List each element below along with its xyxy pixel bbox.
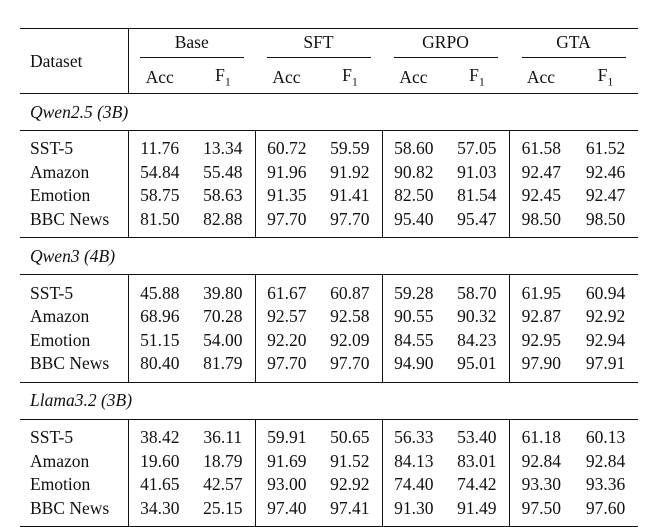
best-score-cell: 98.50 [585,209,626,230]
best-score-cell: 97.90 [521,353,561,374]
score-cell: 97.40 [267,497,307,518]
group-header-label: SFT [267,32,371,58]
metric-header-f1 [445,61,509,94]
score-cell: 56.33 [394,427,434,448]
score-cell: 84.55 [394,329,434,350]
table-body [20,94,638,527]
score-cell: 70.28 [191,305,255,329]
score-cell: 84.23 [445,329,509,353]
group-header-label: GRPO [394,32,498,58]
score-cell: 97.70 [267,209,307,230]
score-cell: 58.60 [394,138,434,159]
table-row [20,208,638,238]
score-cell: 81.79 [191,352,255,382]
results-table [20,28,638,527]
score-cell: 60.72 [267,138,307,159]
score-cell: 91.92 [318,161,382,185]
score-cell: 11.76 [140,138,180,159]
best-score-cell: 93.36 [585,474,626,495]
score-cell: 91.35 [267,185,307,206]
score-cell: 59.28 [394,282,434,303]
score-cell: 54.84 [140,161,180,182]
model-section-header [20,382,638,419]
dataset-name: Amazon [20,305,128,329]
score-cell: 57.05 [445,131,509,161]
best-score-cell: 97.91 [585,353,626,374]
best-score-cell: 61.52 [585,138,626,159]
group-header-base [128,29,255,62]
score-cell: 93.00 [267,474,307,495]
dataset-name: Emotion [20,184,128,208]
score-cell: 41.65 [140,474,180,495]
best-score-cell: 61.58 [521,138,561,159]
dataset-name: BBC News [20,352,128,382]
score-cell: 39.80 [191,275,255,305]
score-cell: 91.96 [267,161,307,182]
best-score-cell: 93.30 [521,474,561,495]
score-cell: 97.70 [318,208,382,238]
metric-f-letter: F [597,64,608,85]
score-cell: 97.70 [318,352,382,382]
score-cell: 55.48 [191,161,255,185]
metric-f-subscript: 1 [607,74,614,89]
score-cell: 60.87 [318,275,382,305]
table-row [20,449,638,473]
dataset-name: SST-5 [20,275,128,305]
best-score-cell: 92.84 [521,450,561,471]
score-cell: 54.00 [191,329,255,353]
score-cell: 91.52 [318,449,382,473]
dataset-name: SST-5 [20,131,128,161]
best-score-cell: 98.50 [521,209,561,230]
score-cell: 82.50 [394,185,434,206]
score-cell: 19.60 [140,450,180,471]
score-cell: 45.88 [140,282,180,303]
score-cell: 18.79 [191,449,255,473]
dataset-name: SST-5 [20,419,128,449]
score-cell: 82.88 [191,208,255,238]
table-row [20,352,638,382]
table-row [20,275,638,305]
dataset-name: Amazon [20,161,128,185]
dataset-name: BBC News [20,208,128,238]
score-cell: 38.42 [140,427,180,448]
score-cell: 95.47 [445,208,509,238]
dataset-name: Emotion [20,329,128,353]
best-score-cell: 92.94 [585,329,626,350]
metric-f-letter: F [342,64,352,85]
best-score-cell: 97.50 [521,497,561,518]
score-cell: 36.11 [191,419,255,449]
score-cell: 90.55 [394,306,434,327]
score-cell: 91.49 [445,497,509,527]
model-section-header [20,94,638,131]
metric-header-f1 [573,61,638,94]
score-cell: 25.15 [191,497,255,527]
score-cell: 81.54 [445,184,509,208]
score-cell: 97.70 [267,353,307,374]
metric-f-letter: F [469,64,479,85]
score-cell: 83.01 [445,449,509,473]
metric-f-subscript: 1 [351,74,358,89]
score-cell: 90.32 [445,305,509,329]
best-score-cell: 92.84 [585,450,626,471]
table-row [20,161,638,185]
score-cell: 90.82 [394,161,434,182]
score-cell: 13.34 [191,131,255,161]
table-row [20,131,638,161]
best-score-cell: 92.46 [585,161,626,182]
best-score-cell: 92.45 [521,185,561,206]
table-row [20,329,638,353]
score-cell: 95.40 [394,209,434,230]
table-row [20,497,638,527]
metric-f-letter: F [215,64,225,85]
metric-header-acc: Acc [272,66,301,87]
score-cell: 58.75 [140,185,180,206]
dataset-name: Amazon [20,449,128,473]
metric-header-f1 [191,61,255,94]
metric-header-acc: Acc [145,66,174,87]
metric-f-subscript: 1 [224,74,231,89]
score-cell: 58.70 [445,275,509,305]
score-cell: 53.40 [445,419,509,449]
metric-header-acc: Acc [399,66,428,87]
score-cell: 61.67 [267,282,307,303]
best-score-cell: 92.47 [585,185,626,206]
score-cell: 97.41 [318,497,382,527]
table-header [20,29,638,94]
metric-header-f1 [318,61,382,94]
score-cell: 81.50 [140,209,180,230]
score-cell: 92.57 [267,306,307,327]
score-cell: 91.41 [318,184,382,208]
table-row [20,184,638,208]
best-score-cell: 97.60 [585,497,626,518]
group-header-sft [255,29,382,62]
score-cell: 34.30 [140,497,180,518]
score-cell: 51.15 [140,329,180,350]
dataset-name: Emotion [20,473,128,497]
group-header-label: Base [140,32,244,58]
model-name: Qwen3 (4B) [30,245,116,266]
score-cell: 42.57 [191,473,255,497]
score-cell: 59.91 [267,427,307,448]
model-name: Llama3.2 (3B) [30,390,133,411]
dataset-column-header: Dataset [20,29,128,94]
score-cell: 59.59 [318,131,382,161]
table-row [20,305,638,329]
best-score-cell: 60.94 [585,282,626,303]
score-cell: 92.58 [318,305,382,329]
score-cell: 94.90 [394,353,434,374]
metric-f-subscript: 1 [478,74,485,89]
score-cell: 91.03 [445,161,509,185]
model-section-header [20,238,638,275]
table-row [20,473,638,497]
score-cell: 95.01 [445,352,509,382]
score-cell: 74.40 [394,474,434,495]
score-cell: 91.69 [267,450,307,471]
model-name: Qwen2.5 (3B) [30,101,129,122]
group-header-grpo [382,29,509,62]
score-cell: 50.65 [318,419,382,449]
score-cell: 92.09 [318,329,382,353]
score-cell: 84.13 [394,450,434,471]
score-cell: 80.40 [140,353,180,374]
best-score-cell: 92.95 [521,329,561,350]
dataset-name: BBC News [20,497,128,527]
score-cell: 74.42 [445,473,509,497]
best-score-cell: 61.95 [521,282,561,303]
best-score-cell: 92.87 [521,306,561,327]
best-score-cell: 92.47 [521,161,561,182]
best-score-cell: 61.18 [521,427,561,448]
score-cell: 91.30 [394,497,434,518]
score-cell: 92.20 [267,329,307,350]
score-cell: 92.92 [318,473,382,497]
group-header-gta [509,29,638,62]
best-score-cell: 92.92 [585,306,626,327]
score-cell: 58.63 [191,184,255,208]
metric-header-acc: Acc [526,66,556,87]
group-header-label: GTA [522,32,626,58]
best-score-cell: 60.13 [585,427,626,448]
table-row [20,419,638,449]
score-cell: 68.96 [140,306,180,327]
